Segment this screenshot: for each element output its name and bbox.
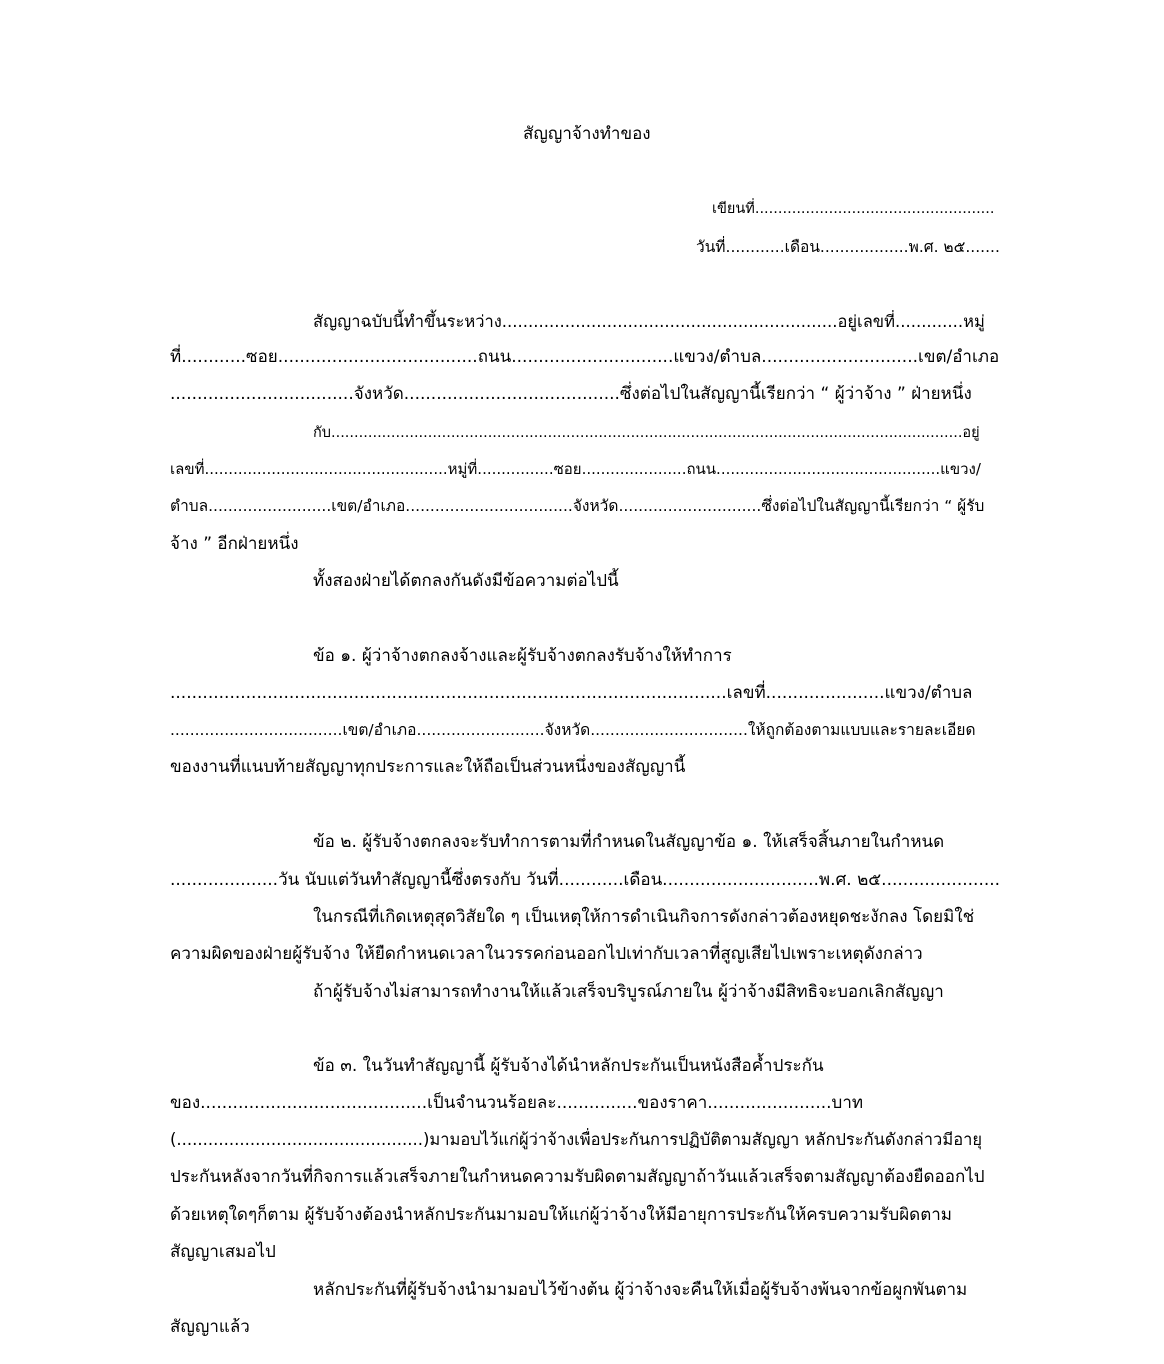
clause3-line-7: หลักประกันที่ผู้รับจ้างนำมามอบไว้ข้างต้น ผู้ว่าจ้างจะคืนให้เมื่อผู้รับจ้างพ้นจากข้อผูกพันตาม — [313, 1280, 968, 1300]
clause2-line-3: ในกรณีที่เกิดเหตุสุดวิสัยใด ๆ เป็นเหตุให้การดำเนินกิจการดังกล่าวต้องหยุดชะงักลง โดยมิใช่ — [313, 907, 975, 927]
clause2-line-5: ถ้าผู้รับจ้างไม่สามารถทำงานให้แล้วเสร็จบริบูรณ์ภายใน ผู้ว่าจ้างมีสิทธิจะบอกเลิกสัญญา — [313, 982, 944, 1002]
clause3-line-4: ประกันหลังจากวันที่กิจการแล้วเสร็จภายในกำหนดความรับผิดตามสัญญาถ้าวันแล้วเสร็จตามสัญญาต้องยืดออกไป — [170, 1167, 985, 1187]
date-field: วันที่............เดือน..................พ.ศ. ๒๕....... — [696, 238, 1000, 256]
clause2-line-4: ความผิดของฝ่ายผู้รับจ้าง ให้ยืดกำหนดเวลาในวรรคก่อนออกไปเท่ากับเวลาที่สูญเสียไปเพราะเหตุดังกล่าว — [170, 944, 923, 964]
clause3-line-3: (...............................................)มามอบไว้แก่ผู้ว่าจ้างเพื่อประกันการปฏิบัติตามสัญญา หลักประกันดังกล่าวมีอายุ — [170, 1130, 983, 1149]
clause2-line-2: ....................วัน นับแต่วันทำสัญญานี้ซึ่งตรงกับ วันที่............เดือน.............................พ.ศ. ๒๕...................... — [170, 870, 1001, 890]
clause1-line-2: .......................................................................................................เลขที่......................แขวง/ตำบล — [170, 683, 973, 703]
party1-line-3: ..................................จังหวัด........................................ซึ่งต่อไปในสัญญานี้เรียกว่า “ ผู้ว่าจ้าง ” ฝ่ายหนึ่ง — [170, 384, 972, 404]
written-at-field: เขียนที่.................................................... — [712, 201, 995, 217]
party1-line-1: สัญญาฉบับนี้ทำขึ้นระหว่าง................................................................อยู่เลขที่.............หมู่ — [313, 312, 985, 331]
party2-line-2: เลขที่...................................................หมู่ที่................ซอย......................ถนน...............................................แขวง/ — [170, 460, 981, 478]
party2-line-4: จ้าง ” อีกฝ่ายหนึ่ง — [170, 534, 299, 554]
clause1-line-1: ข้อ ๑. ผู้ว่าจ้างตกลงจ้างและผู้รับจ้างตกลงรับจ้างให้ทำการ — [313, 646, 732, 666]
document-title: สัญญาจ้างทำของ — [523, 124, 651, 144]
party2-line-1: กับ.........................................................................................................................................อยู่ — [313, 425, 980, 441]
agreement-statement: ทั้งสองฝ่ายได้ตกลงกันดังมีข้อความต่อไปนี้ — [313, 571, 619, 591]
clause3-line-1: ข้อ ๓. ในวันทำสัญญานี้ ผู้รับจ้างได้นำหลักประกันเป็นหนังสือค้ำประกัน — [313, 1056, 824, 1076]
clause3-line-6: สัญญาเสมอไป — [170, 1242, 276, 1262]
clause3-line-2: ของ..........................................เป็นจำนวนร้อยละ...............ของราคา.......................บาท — [170, 1093, 864, 1113]
clause1-line-3: ...................................เขต/อำเภอ..........................จังหวัด................................ให้ถูกต้องตามแบบและรายละเอียด — [170, 721, 976, 739]
clause3-line-8: สัญญาแล้ว — [170, 1317, 250, 1337]
party1-line-2: ที่............ซอย.....................................ถนน..............................แขวง/ตำบล.............................เขต/อำเภอ — [170, 347, 1000, 367]
party2-line-3: ตำบล.........................เขต/อำเภอ..................................จังหวัด.............................ซึ่งต่อไปในสัญญานี้เรียกว่า “ ผู้รับ — [170, 497, 985, 515]
clause1-line-4: ของงานที่แนบท้ายสัญญาทุกประการและให้ถือเป็นส่วนหนึ่งของสัญญานี้ — [170, 757, 686, 777]
clause3-line-5: ด้วยเหตุใดๆก็ตาม ผู้รับจ้างต้องนำหลักประกันมามอบให้แก่ผู้ว่าจ้างให้มีอายุการประกันให้ครบความรับผิดตาม — [170, 1205, 952, 1225]
clause2-line-1: ข้อ ๒. ผู้รับจ้างตกลงจะรับทำการตามที่กำหนดในสัญญาข้อ ๑. ให้เสร็จสิ้นภายในกำหนด — [313, 832, 945, 852]
